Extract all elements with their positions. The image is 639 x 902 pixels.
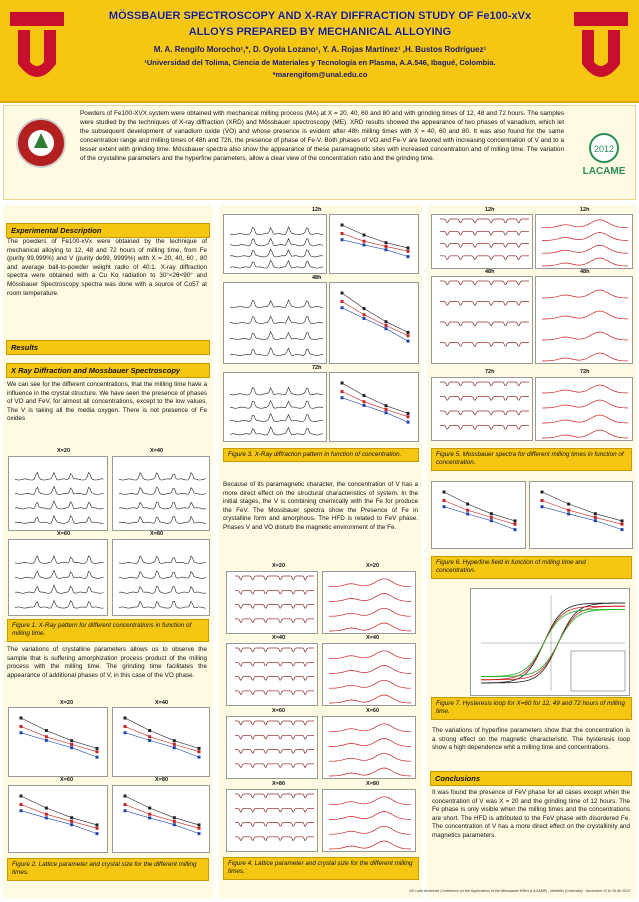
- fig7-hysteresis-plot: [470, 588, 630, 696]
- trend-point: [198, 750, 201, 753]
- conclusions-text: It was found the presence of FeV phase for all cases except when the concentration of V was X = 20 and the grinding time of 12 hours. The Fe phase is only visible when the milling times and the concentrations are short. The HFD is attributed to the FeV phase with disordered Fe. The concentration of V has a more direct effect on the crystallinity and magnetics parameters.: [432, 789, 630, 839]
- faculty-seal-logo: [16, 118, 66, 168]
- fig4-label-3: X=40: [272, 635, 285, 641]
- fig2-label-x80: X=80: [155, 777, 168, 783]
- xrd-trace: [119, 586, 206, 593]
- spectrum-fit: [440, 343, 529, 347]
- xrd-text: We can see for the different concentrations, that the milling time have a influence in the crystal structure. We have seen the presence of phases of VO and FeV, for almost all concentrations, except to the low values. The V is taking all the media oxygen. There is not presence of Fe oxides: [7, 381, 207, 423]
- fig2-label-x40: X=40: [155, 700, 168, 706]
- distribution-curve: [542, 332, 628, 340]
- figure-5-caption: Figure 5. Mossbauer spectra for different milling times in function of concentration.: [431, 448, 632, 471]
- spectrum-fit: [440, 219, 529, 223]
- figure-4-caption: Figure 4. Lattice parameter and crystal size for the different milling times.: [223, 857, 419, 880]
- spectrum-fit: [440, 397, 529, 401]
- trend-line: [542, 492, 622, 521]
- poster-title: [70, 8, 570, 40]
- fig3-label-72h: 72h: [312, 365, 322, 371]
- figure-1-caption: Figure 1. X-Ray pattern for different concentrations in function of milling time.: [7, 619, 209, 642]
- trend-line: [542, 501, 622, 525]
- xrd-trace: [119, 487, 206, 494]
- trend-line: [21, 796, 97, 825]
- fig4-spectra-x20: [226, 571, 318, 634]
- trend-point: [96, 827, 99, 830]
- spectrum-trace: [440, 411, 529, 415]
- xrd-trace: [230, 238, 323, 246]
- xrd-trace: [119, 571, 206, 578]
- distribution-curve: [329, 666, 411, 674]
- fig4-label-7: X=80: [272, 781, 285, 787]
- spectrum-fit: [235, 750, 314, 754]
- fig3-xrd-72h: [223, 372, 327, 442]
- distribution-curve: [329, 768, 411, 776]
- trend-line: [444, 501, 515, 525]
- xrd-trace: [15, 516, 104, 524]
- affiliation: ¹Universidad del Tolima, Ciencia de Materiales y Tecnología en Plasma, A.A.546, Ibagué, Colombia.: [144, 58, 496, 67]
- xrd-trace: [230, 300, 323, 308]
- spectrum-trace: [235, 648, 314, 652]
- fig5-label-3: 48h: [485, 269, 495, 275]
- spectrum-trace: [235, 735, 314, 739]
- distribution-curve: [329, 579, 411, 587]
- xrd-trace: [15, 501, 104, 509]
- spectrum-trace: [235, 691, 314, 695]
- trend-point: [514, 523, 517, 526]
- xrd-trace: [15, 585, 104, 593]
- spectrum-trace: [235, 576, 314, 580]
- spectrum-fit: [235, 808, 314, 812]
- university-logo-right: [572, 10, 630, 86]
- fig6-plot-2: [529, 481, 633, 549]
- xrd-trace: [230, 401, 323, 409]
- spectrum-trace: [235, 823, 314, 827]
- trend-point: [198, 747, 201, 750]
- spectrum-fit: [440, 411, 529, 415]
- spectrum-trace: [235, 590, 314, 594]
- xrd-trace: [119, 601, 206, 608]
- spectrum-trace: [235, 605, 314, 609]
- spectrum-trace: [440, 343, 529, 347]
- spectrum-fit: [235, 794, 314, 798]
- trend-point: [96, 823, 99, 826]
- spectrum-trace: [440, 302, 529, 306]
- fig3-label-12h: 12h: [312, 207, 322, 213]
- trend-line: [542, 507, 622, 530]
- distribution-curve: [329, 812, 411, 820]
- title-line-1: MÖSSBAUER SPECTROSCOPY AND X-RAY DIFFRACTION STUDY OF Fe100-xVx: [108, 10, 532, 22]
- abstract-text: Powders of Fe100-XVX system were obtained with mechanical milling process (MA) at X = 20, 40, 60 and 80 and with grinding times of 12, 48 and 72 hours. The samples were studied by the techniques of X-ray diffraction (XRD) and Mössbauer spectroscopy (ME). XRD results showed the appearance of two phases of vanadium, which let the subsequent development of vanadium oxide (VO) and whose presence is evident after 48h milling times with X = 40, 60 and 80. It was also found for the same concentration range and milling times of 48h and 72h, the presence of phase of Fe-V. Both phases of VO and Fe-V are favored with increasing concentration of V and to a lesser extent with grinding time. Mössbauer spectra also show the appearance of these paramagnetic sites with increased concentration and of milling time. The variation of the crystalline parameters and the hyperfine parameters, allow a clear view of the concentration ratio and the grinding time.: [80, 110, 564, 162]
- fig3-xrd-12h: [223, 214, 327, 274]
- figure-6-caption: Figure 6. Hyperfine field in function of milling time and concentration.: [431, 556, 632, 579]
- fig5-dist-72h: [535, 377, 633, 441]
- trend-line: [342, 302, 408, 336]
- trend-point: [96, 832, 99, 835]
- spectrum-trace: [235, 721, 314, 725]
- fig5-label-6: 72h: [580, 369, 590, 375]
- fig5-spectra-12h: [431, 214, 533, 269]
- trend-line: [125, 727, 199, 752]
- fig4-label-2: X=20: [366, 563, 379, 569]
- fig4-dist-x20: [322, 571, 416, 634]
- university-logo-left: [8, 10, 66, 86]
- spectrum-fit: [235, 721, 314, 725]
- trend-point: [514, 528, 517, 531]
- fig1-plot-x40: [112, 456, 210, 531]
- spectrum-fit: [440, 281, 529, 285]
- distribution-curve: [542, 245, 628, 253]
- trend-point: [96, 756, 99, 759]
- authors: M. A. Rengifo Morocho¹,*, D. Oyola Lozano¹, Y. A. Rojas Martínez¹ ,H. Bustos Rodríguez¹: [153, 45, 487, 54]
- fig4-dist-x80: [322, 789, 416, 852]
- trend-point: [407, 421, 410, 424]
- xrd-trace: [230, 427, 323, 435]
- xrd-trace: [230, 387, 323, 395]
- xrd-trace: [230, 260, 323, 268]
- trend-point: [407, 340, 410, 343]
- trend-line: [125, 805, 199, 829]
- results-section-title: Results: [6, 340, 210, 355]
- xrd-trace: [230, 332, 323, 340]
- xrd-trace: [15, 556, 104, 564]
- trend-point: [198, 832, 201, 835]
- fig4-label-4: X=40: [366, 635, 379, 641]
- xrd-trace: [15, 472, 104, 480]
- distribution-curve: [542, 400, 628, 408]
- distribution-curve: [329, 841, 411, 849]
- fig2-label-x20: X=20: [60, 700, 73, 706]
- distribution-curve: [329, 797, 411, 805]
- fig4-spectra-x40: [226, 643, 318, 706]
- fig1-plot-x60: [8, 539, 108, 616]
- spectrum-trace: [440, 244, 529, 248]
- fig1-plot-x20: [8, 456, 108, 531]
- fig2-plot-x60: [8, 785, 108, 853]
- figure-3-caption: Figure 3. X-Ray diffraction pattern in function of concentration.: [223, 448, 419, 462]
- spectrum-trace: [440, 281, 529, 285]
- trend-point: [198, 827, 201, 830]
- xrd-trace: [230, 348, 323, 356]
- spectrum-fit: [235, 823, 314, 827]
- fig3-label-48h: 48h: [312, 275, 322, 281]
- lattice-text: The variations of crystalline parameters allows us to observe the sample that is suffering amorphization process product of the milling process with the milling time. The grinding time facilitates the appearance of additional phases of V, in this case of the VO phase.: [7, 646, 207, 679]
- distribution-curve: [329, 623, 411, 631]
- fig4-label-8: X=80: [366, 781, 379, 787]
- spectrum-trace: [440, 322, 529, 326]
- trend-point: [407, 331, 410, 334]
- trend-point: [407, 412, 410, 415]
- spectrum-fit: [440, 231, 529, 235]
- fig5-dist-12h: [535, 214, 633, 269]
- xrd-trace: [15, 601, 104, 609]
- poster-header: [0, 0, 639, 103]
- spectrum-fit: [235, 735, 314, 739]
- trend-point: [514, 519, 517, 522]
- distribution-curve: [329, 739, 411, 747]
- distribution-curve: [329, 753, 411, 761]
- xrd-trace: [15, 570, 104, 578]
- spectrum-fit: [235, 677, 314, 681]
- figure-2-caption: Figure 2. Lattice parameter and crystal size for the different milling times.: [7, 858, 209, 881]
- spectrum-fit: [440, 382, 529, 386]
- xrd-trace: [230, 414, 323, 422]
- spectrum-fit: [440, 426, 529, 430]
- trend-line: [21, 811, 97, 834]
- trend-line: [342, 234, 408, 252]
- fig4-label-1: X=20: [272, 563, 285, 569]
- spectrum-fit: [235, 619, 314, 623]
- paramagnetic-text: Because of its paramagnetic character, the concentration of V has a more direct effect on the structural characteristics of system. In the initial stages, the V is combining chemically with the Fe for produce the FeV. The Mossbauer spectra show the Presence of Fe in crystalline form and amorphous. The HFD is related to FeV phase. Phases V and VO disturb the magnetic environment of the Fe.: [223, 481, 418, 531]
- distribution-curve: [329, 651, 411, 659]
- distribution-curve: [542, 220, 628, 228]
- fig4-spectra-x80: [226, 789, 318, 852]
- spectrum-fit: [235, 837, 314, 841]
- trend-point: [407, 334, 410, 337]
- distribution-curve: [329, 724, 411, 732]
- distribution-curve: [542, 430, 628, 438]
- distribution-curve: [329, 826, 411, 834]
- fig2-plot-x40: [112, 707, 210, 777]
- trend-line: [444, 507, 515, 530]
- spectrum-fit: [235, 764, 314, 768]
- trend-line: [342, 225, 408, 248]
- trend-point: [407, 255, 410, 258]
- distribution-curve: [329, 594, 411, 602]
- distribution-curve: [542, 311, 628, 319]
- title-line-2: ALLOYS PREPARED BY MECHANICAL ALLOYING: [188, 26, 452, 38]
- fig5-label-2: 12h: [580, 207, 590, 213]
- distribution-curve: [542, 415, 628, 423]
- trend-point: [407, 415, 410, 418]
- spectrum-trace: [235, 750, 314, 754]
- conference-footer: XIII Latin American Conference on the Applications of the Mössbauer Effect (LACAME) - Medellín (Colombia) - November 11 to 16 de 2012: [409, 889, 630, 893]
- distribution-curve: [329, 608, 411, 616]
- fig4-label-5: X=60: [272, 708, 285, 714]
- lacame-year: 2012: [593, 144, 615, 154]
- spectrum-trace: [440, 426, 529, 430]
- conclusions-section-title: Conclusions: [430, 771, 632, 786]
- experimental-text: The powders of Fe100-xVx were obtained by the technique of mechanical alloying to 12, 48 and 72 hours of milling time, from Fe (purity 99.999%) and V (purity de99, 9999%) with X = 20, 40, 60 , 80 and average ball-to-powder weight radio of 40:1. X-ray diffraction spectra were obtained with a Cu Kα radiation to 30°<2θ<90° and Mössbauer Spectroscopy spectra was done with a source of Co57 at room temperature.: [7, 238, 207, 297]
- trend-line: [444, 492, 515, 521]
- hysteresis-inset: [571, 651, 625, 691]
- experimental-section-title: Experimental Description: [6, 223, 210, 238]
- spectrum-trace: [440, 382, 529, 386]
- fig1-label-x20: X=20: [57, 448, 70, 454]
- xrd-trace: [119, 517, 206, 524]
- fig3-params-12h: [329, 214, 419, 274]
- trend-point: [96, 750, 99, 753]
- xrd-trace: [230, 316, 323, 324]
- spectrum-trace: [235, 808, 314, 812]
- xrd-section-title: X Ray Diffraction and Mossbauer Spectroscopy: [6, 363, 210, 378]
- spectrum-trace: [235, 677, 314, 681]
- xrd-trace: [119, 556, 206, 564]
- trend-line: [21, 727, 97, 752]
- trend-line: [125, 811, 199, 834]
- hyperfine-text: The variations of hyperfine parameters show that the concentration is a strong effect on the magnetic characteristic. The hysteresis loop show a high dependence whit a milling time and concentrations.: [432, 727, 630, 752]
- fig5-label-4: 48h: [580, 269, 590, 275]
- fig4-dist-x40: [322, 643, 416, 706]
- fig4-dist-x60: [322, 716, 416, 779]
- trend-point: [621, 528, 624, 531]
- spectrum-trace: [235, 662, 314, 666]
- fig3-xrd-48h: [223, 282, 327, 364]
- fig5-label-1: 12h: [485, 207, 495, 213]
- figure-7-caption: Figure 7. Hysteresis loop for X=60 for 12, 49 and 72 hours of milling time.: [431, 697, 632, 720]
- fig1-label-x80: X=80: [150, 531, 163, 537]
- fig5-dist-48h: [535, 276, 633, 364]
- spectrum-fit: [235, 648, 314, 652]
- trend-line: [21, 805, 97, 829]
- fig1-plot-x80: [112, 539, 210, 616]
- xrd-trace: [230, 249, 323, 257]
- lacame-logo: [575, 130, 633, 180]
- trend-point: [198, 823, 201, 826]
- spectrum-trace: [440, 219, 529, 223]
- distribution-curve: [542, 233, 628, 241]
- spectrum-trace: [440, 256, 529, 260]
- spectrum-trace: [235, 794, 314, 798]
- distribution-curve: [329, 695, 411, 703]
- xrd-trace: [119, 502, 206, 509]
- lacame-name: LACAME: [582, 166, 626, 177]
- spectrum-fit: [235, 691, 314, 695]
- trend-line: [342, 308, 408, 341]
- fig2-label-x60: X=60: [60, 777, 73, 783]
- trend-point: [96, 747, 99, 750]
- xrd-trace: [230, 227, 323, 235]
- spectrum-trace: [440, 231, 529, 235]
- spectrum-trace: [235, 619, 314, 623]
- xrd-trace: [119, 473, 206, 480]
- fig4-label-6: X=60: [366, 708, 379, 714]
- fig3-params-48h: [329, 282, 419, 364]
- fig4-spectra-x60: [226, 716, 318, 779]
- contact-email[interactable]: *marengifom@unal.edu.co: [272, 70, 368, 79]
- spectrum-fit: [235, 662, 314, 666]
- fig2-plot-x20: [8, 707, 108, 777]
- spectrum-fit: [235, 590, 314, 594]
- spectrum-fit: [235, 605, 314, 609]
- spectrum-fit: [440, 256, 529, 260]
- distribution-curve: [542, 385, 628, 393]
- fig5-label-5: 72h: [485, 369, 495, 375]
- fig6-plot-1: [431, 481, 526, 549]
- spectrum-fit: [235, 576, 314, 580]
- distribution-curve: [542, 258, 628, 266]
- distribution-curve: [542, 353, 628, 361]
- fig2-plot-x80: [112, 785, 210, 853]
- spectrum-fit: [440, 302, 529, 306]
- trend-line: [342, 392, 408, 417]
- trend-line: [125, 796, 199, 825]
- spectrum-trace: [235, 764, 314, 768]
- fig3-params-72h: [329, 372, 419, 442]
- spectrum-fit: [440, 322, 529, 326]
- spectrum-trace: [235, 837, 314, 841]
- trend-line: [342, 240, 408, 257]
- fig1-label-x40: X=40: [150, 448, 163, 454]
- fig1-label-x60: X=60: [57, 531, 70, 537]
- fig5-spectra-48h: [431, 276, 533, 364]
- spectrum-trace: [440, 397, 529, 401]
- trend-point: [198, 756, 201, 759]
- distribution-curve: [329, 680, 411, 688]
- distribution-curve: [542, 290, 628, 298]
- spectrum-fit: [440, 244, 529, 248]
- fig5-spectra-72h: [431, 377, 533, 441]
- xrd-trace: [15, 486, 104, 494]
